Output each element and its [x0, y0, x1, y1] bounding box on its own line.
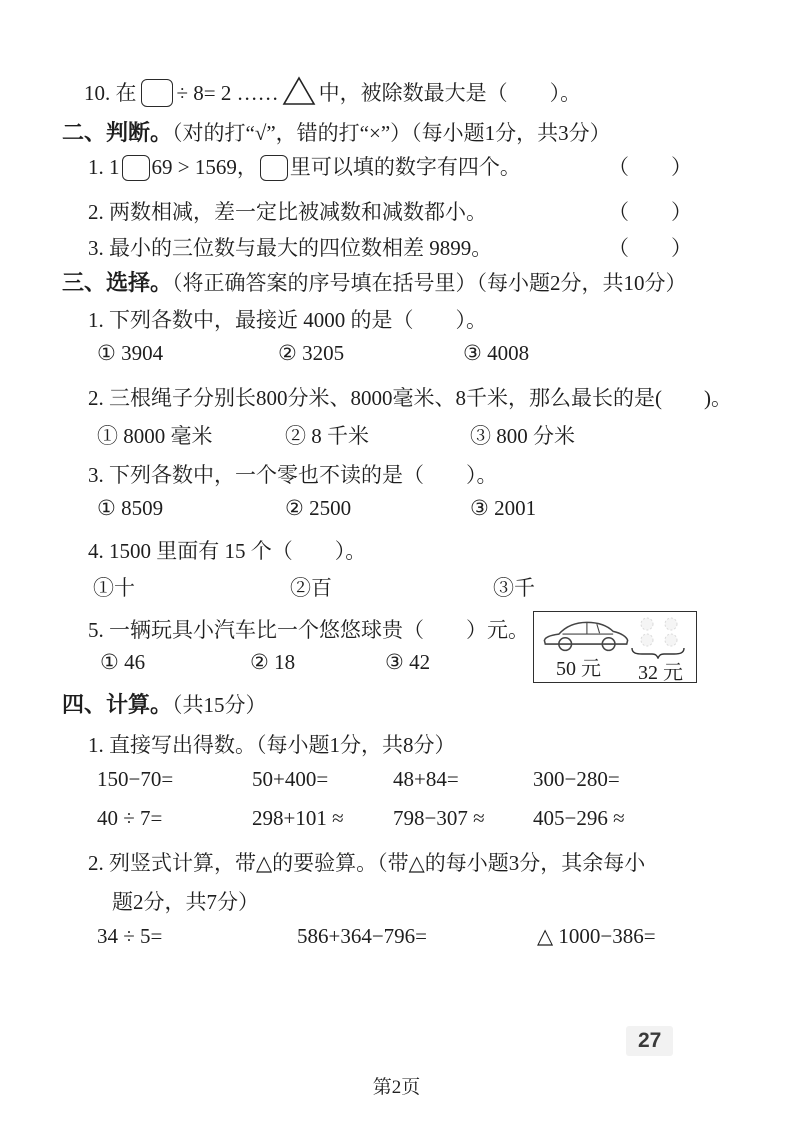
- option-3: ③ 800 分米: [470, 424, 575, 448]
- section-judge-title-bold: 二、判断。: [62, 120, 173, 145]
- blank-box: [260, 155, 288, 181]
- choice-q1: [0, 304, 793, 334]
- calc-expression: 34 ÷ 5=: [97, 924, 163, 948]
- section-choice-title: [0, 266, 793, 297]
- question-10-suffix: 中，被除数最大是（ ）。: [318, 81, 582, 105]
- calc-expression: 300−280=: [533, 767, 620, 791]
- option-1: ① 8000 毫米: [97, 424, 213, 448]
- question-10-prefix: 10. 在: [84, 81, 137, 105]
- choice-q3-text: 3. 下列各数中，一个零也不读的是（ ）。: [88, 463, 498, 487]
- answer-paren: （ ）: [608, 236, 692, 260]
- section-calc-title-rest: （共15分）: [172, 693, 267, 717]
- choice-q3: [0, 459, 793, 489]
- option-1: ① 46: [100, 650, 146, 674]
- option-2: ②百: [290, 576, 332, 600]
- calc-sub2-title-line1: [0, 847, 793, 877]
- calc-expression: 405−296 ≈: [533, 806, 625, 830]
- judge-item-3-text: 3. 最小的三位数与最大的四位数相差 9899。: [88, 236, 493, 260]
- calc-expression: 798−307 ≈: [393, 806, 485, 830]
- judge-item-3: [0, 232, 793, 262]
- option-3: ③ 42: [385, 650, 431, 674]
- judge-item-1-mid: 69 > 1569，: [151, 155, 258, 179]
- calc-expression: 50+400=: [252, 767, 329, 791]
- calc-expression: 40 ÷ 7=: [97, 806, 163, 830]
- choice-q2: [0, 382, 793, 412]
- calc-sub2-title-line2-text: 题2分，共7分）: [112, 890, 259, 914]
- option-3: ③千: [493, 576, 535, 600]
- price-illustration-box: [533, 611, 697, 683]
- blank-box: [141, 79, 173, 107]
- calc-expression: △ 1000−386=: [537, 924, 656, 948]
- calc-expression: 150−70=: [97, 767, 174, 791]
- option-3: ③ 4008: [463, 341, 530, 365]
- toy-car-icon: [540, 616, 632, 654]
- question-10-mid: ÷ 8= 2 ……: [176, 81, 279, 105]
- judge-item-2: [0, 196, 793, 226]
- judge-item-1-pre: 1. 1: [88, 155, 120, 179]
- choice-q4: [0, 535, 793, 565]
- judge-item-2-text: 2. 两数相减，差一定比被减数和减数都小。: [88, 200, 487, 224]
- yoyo-price-label: 32 元: [638, 662, 683, 684]
- choice-q1-text: 1. 下列各数中，最接近 4000 的是（ ）。: [88, 308, 487, 332]
- calc-expression: 298+101 ≈: [252, 806, 344, 830]
- calc-sub2-title-line1-text: 2. 列竖式计算，带△的要验算。（带△的每小题3分，其余每小: [88, 851, 646, 875]
- calc-sub2-title-line2: [0, 886, 793, 916]
- section-choice-title-bold: 三、选择。: [62, 270, 173, 295]
- section-calc-title-bold: 四、计算。: [62, 692, 173, 717]
- option-1: ① 8509: [97, 496, 164, 520]
- choice-q5-text: 5. 一辆玩具小汽车比一个悠悠球贵（ ）元。: [88, 618, 529, 642]
- judge-item-1-post: 里可以填的数字有四个。: [289, 155, 521, 179]
- option-2: ② 3205: [278, 341, 345, 365]
- section-judge-title-rest: （对的打“√”，错的打“×”）（每小题1分，共3分）: [172, 121, 611, 145]
- option-1: ①十: [93, 576, 135, 600]
- question-10: [0, 76, 793, 107]
- section-judge-title: [0, 116, 793, 147]
- section-calc-title: [0, 688, 793, 719]
- answer-paren: （ ）: [608, 155, 692, 179]
- answer-paren: （ ）: [608, 200, 692, 224]
- option-1: ① 3904: [97, 341, 164, 365]
- page-footer: 第2页: [372, 1077, 421, 1098]
- calc-expression: 48+84=: [393, 767, 459, 791]
- triangle-icon: [282, 76, 316, 106]
- choice-q2-text: 2. 三根绳子分别长800分米、8000毫米、8千米，那么最长的是( )。: [88, 386, 732, 410]
- option-2: ② 2500: [285, 496, 352, 520]
- judge-item-1: [0, 151, 793, 181]
- option-2: ② 18: [250, 650, 296, 674]
- calc-sub1-title-text: 1. 直接写出得数。（每小题1分，共8分）: [88, 733, 456, 757]
- section-choice-title-rest: （将正确答案的序号填在括号里）（每小题2分，共10分）: [172, 271, 687, 295]
- blank-box: [122, 155, 150, 181]
- yoyo-icon: [634, 616, 686, 648]
- calc-sub1-title: [0, 729, 793, 759]
- corner-number: 27: [626, 1026, 673, 1056]
- option-2: ② 8 千米: [285, 424, 369, 448]
- car-price-label: 50 元: [556, 658, 601, 680]
- choice-q4-text: 4. 1500 里面有 15 个（ ）。: [88, 539, 367, 563]
- calc-expression: 586+364−796=: [297, 924, 428, 948]
- option-3: ③ 2001: [470, 496, 537, 520]
